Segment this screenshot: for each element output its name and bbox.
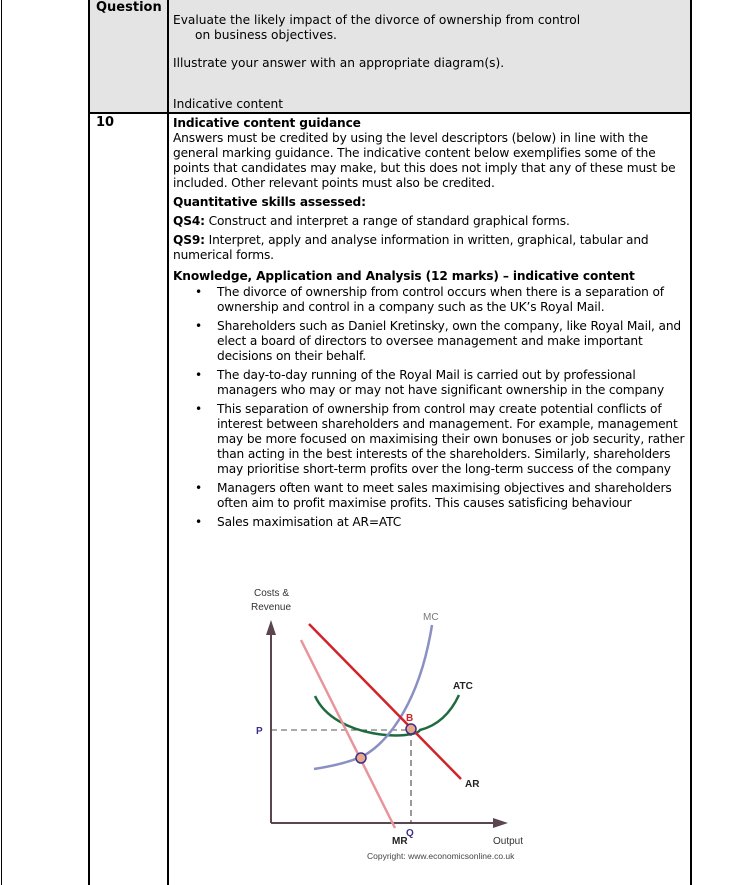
qs9-text: Interpret, apply and analyse information in written, graphical, tabular and numerical forms. <box>173 233 649 262</box>
qs9-item <box>173 233 688 263</box>
question-label: Question <box>96 0 162 15</box>
table-right-border <box>690 0 692 885</box>
bullet-item: • This separation of ownership from control may create potential conflicts of interest between shareholders and management. For example, management may be more focused on maximising their own bonuses or job security, rather than acting in the best interests of the shareholders. Similarly, shareholders may prioritise short-term profits over the long-term success of the company <box>217 402 688 477</box>
question-instruction: Illustrate your answer with an appropriate diagram(s). <box>173 56 505 70</box>
column-divider <box>167 0 169 885</box>
price-label: P <box>256 726 263 737</box>
sales-maximisation-diagram <box>240 580 540 870</box>
table-left-border <box>88 0 90 885</box>
atc-label: ATC <box>453 681 473 692</box>
kaa-title: Knowledge, Application and Analysis (12 marks) – indicative content <box>173 269 635 283</box>
qs-title: Quantitative skills assessed: <box>173 195 366 209</box>
y-axis-arrow-icon <box>266 620 276 635</box>
bullet-item: • Shareholders such as Daniel Kretinsky, own the company, like Royal Mail, and elect a board of directors to oversee management and make important decisions on their behalf. <box>217 319 688 364</box>
axes <box>266 620 508 828</box>
point-b-marker <box>406 724 416 734</box>
ar-label: AR <box>465 779 480 790</box>
indicative-content-label: Indicative content <box>173 97 284 111</box>
copyright-text: Copyright: www.economicsonline.co.uk <box>367 851 515 861</box>
mr-label: MR <box>392 836 408 847</box>
mc-mr-intersection-marker <box>356 753 366 763</box>
answer-guidance <box>173 116 688 534</box>
guidance-text: Answers must be credited by using the level descriptors (below) in line with the general marking guidance. The indicative content below exemplifies some of the points that candidates may make, but this does not imply that any of these must be included. Other relevant points must also be credited. <box>173 131 676 190</box>
qs4-code: QS4: <box>173 214 205 228</box>
atc-curve <box>315 695 459 735</box>
x-axis-arrow-icon <box>493 818 508 828</box>
row-divider <box>88 112 692 114</box>
mc-label: MC <box>423 612 439 623</box>
question-text-line1: Evaluate the likely impact of the divorce of ownership from control <box>173 13 581 27</box>
y-axis-label-1: Costs & <box>254 588 290 599</box>
qs4-text: Construct and interpret a range of standard graphical forms. <box>204 214 570 228</box>
quantity-label: Q <box>406 828 414 839</box>
bullet-item: • Sales maximisation at AR=ATC <box>217 515 688 530</box>
page-left-border <box>1 0 2 885</box>
question-text-line2: on business objectives. <box>195 28 337 42</box>
indicative-bullets <box>173 285 688 530</box>
y-axis-label-2: Revenue <box>251 602 292 613</box>
qs9-code: QS9: <box>173 233 205 247</box>
qs4-item <box>173 214 688 229</box>
bullet-item: • The day-to-day running of the Royal Mail is carried out by professional managers who may or may not have significant ownership in the company <box>217 368 688 398</box>
point-b-label: B <box>406 713 414 724</box>
bullet-item: • Managers often want to meet sales maximising objectives and shareholders often aim to profit maximise profits. This causes satisficing behaviour <box>217 481 688 511</box>
guidance-title: Indicative content guidance <box>173 116 361 130</box>
bullet-item: • The divorce of ownership from control occurs when there is a separation of ownership and control in a company such as the UK’s Royal Mail. <box>217 285 688 315</box>
question-number: 10 <box>96 115 115 130</box>
x-axis-label: Output <box>493 836 524 847</box>
